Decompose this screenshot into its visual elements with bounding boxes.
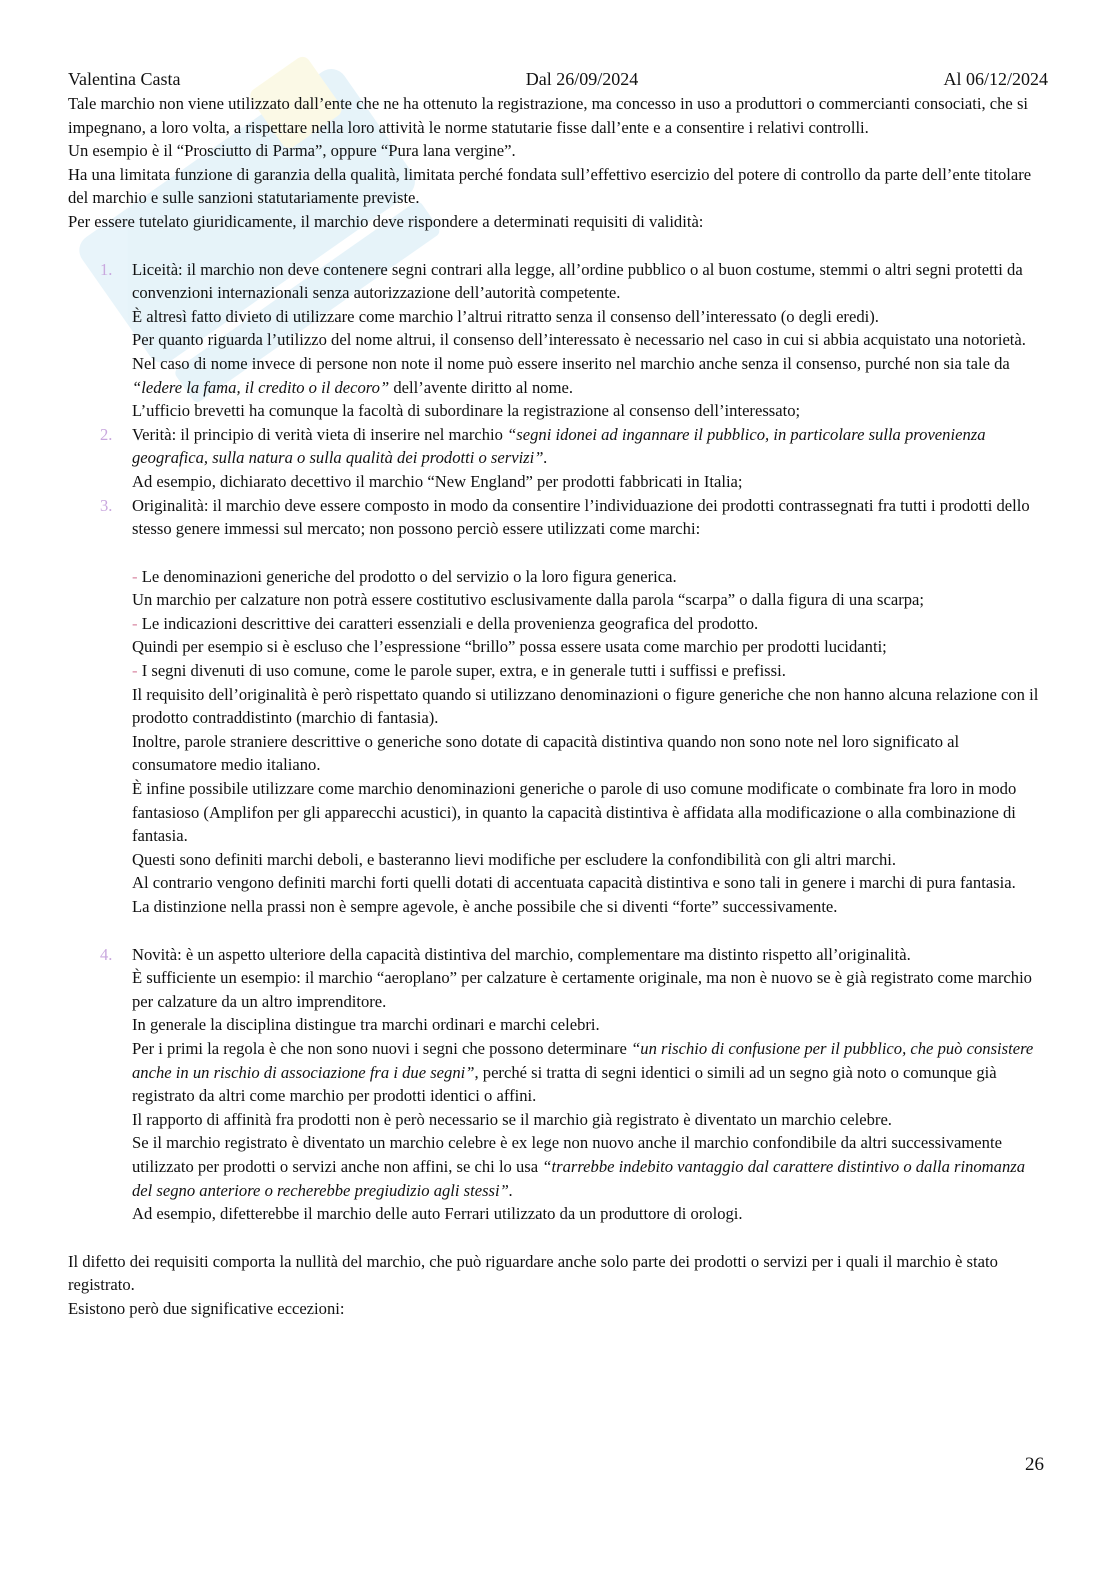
page-number: 26 (1025, 1454, 1044, 1475)
sub-item: - Le denominazioni generiche del prodotto o del servizio o la loro figura generica. (132, 566, 677, 586)
item-text: Per i primi la regola è che non sono nuovi i segni che possono determinare “un rischio di confusione per il pubblico, che può consistere anche in un rischio di associazione fra i due segni”, perché si tratta di segni identici o simili ad un segno già noto o comunque già registrato da altri come marchio per prodotti identici o affini. (132, 1038, 1034, 1106)
paragraph: Tale marchio non viene utilizzato dall’ente che ne ha ottenuto la registrazione, ma concesso in uso a produttori o commercianti consociati, che si impegnano, a loro volta, a rispettare nella loro attività le norme statutarie fisse dall’ente e a consentire i relativi controlli. (68, 94, 1029, 137)
item-text: È infine possibile utilizzare come marchio denominazioni generiche o parole di uso comune modificate o combinate fra loro in modo fantasioso (Amplifon per gli apparecchi acustici), in quanto la capacità distintiva è affidata alla modificazione o alla combinazione di fantasia. (132, 779, 1017, 846)
list-number: 2. (100, 424, 113, 444)
item-text: Per quanto riguarda l’utilizzo del nome altrui, il consenso dell’interessato è necessario nel caso in cui si abbia acquistato una notorietà. (132, 330, 1026, 350)
sub-item: - I segni divenuti di uso comune, come le parole super, extra, e in generale tutti i suffissi e prefissi. (132, 661, 786, 681)
header-date-to: Al 06/12/2024 (943, 69, 1048, 89)
item-text: Ad esempio, difetterebbe il marchio delle auto Ferrari utilizzato da un produttore di orologi. (132, 1204, 743, 1224)
header-date-from: Dal 26/09/2024 (525, 69, 639, 89)
document-page (68, 66, 1048, 1321)
header-author: Valentina Casta (68, 69, 181, 89)
item-text: Il requisito dell’originalità è però rispettato quando si utilizzano denominazioni o figure generiche che non hanno alcuna relazione con il prodotto contraddistinto (marchio di fantasia). (132, 684, 1039, 728)
paragraph: Per essere tutelato giuridicamente, il marchio deve rispondere a determinati requisiti di validità: (68, 211, 704, 231)
item-text: La distinzione nella prassi non è sempre agevole, è anche possibile che si diventi “forte” successivamente. (132, 897, 838, 916)
paragraph: Il difetto dei requisiti comporta la nullità del marchio, che può riguardare anche solo parte dei prodotti o servizi per i quali il marchio è stato registrato. (68, 1251, 998, 1295)
item-text: Il rapporto di affinità fra prodotti non è però necessario se il marchio già registrato è diventato un marchio celebre. (132, 1109, 892, 1129)
item-text: Al contrario vengono definiti marchi forti quelli dotati di accentuata capacità distintiva e sono tali in genere i marchi di pura fantasia. (132, 873, 1016, 893)
list-item-originalita (68, 494, 1048, 919)
item-text: Ad esempio, dichiarato decettivo il marchio “New England” per prodotti fabbricati in Italia; (132, 471, 743, 491)
item-text: Verità: il principio di verità vieta di inserire nel marchio “segni idonei ad ingannare il pubblico, in particolare sulla provenienza geografica, sulla natura o sulla qualità dei prodotti o servizi”. (132, 424, 986, 468)
item-text: Quindi per esempio si è escluso che l’espressione “brillo” possa essere usata come marchio per prodotti lucidanti; (132, 637, 887, 657)
list-number: 4. (100, 944, 113, 964)
item-text: Inoltre, parole straniere descrittive o generiche sono dotate di capacità distintiva quando non sono note nel loro significato al consumatore medio italiano. (132, 731, 960, 775)
item-text: È altresì fatto divieto di utilizzare come marchio l’altrui ritratto senza il consenso dell’interessato (o degli eredi). (132, 306, 879, 326)
item-text: Originalità: il marchio deve essere composto in modo da consentire l’individuazione dei prodotti contrassegnati fra tutti i prodotti dello stesso genere immessi sul mercato; non possono perciò essere utilizzati come marchi: (132, 495, 1030, 539)
item-text: Se il marchio registrato è diventato un marchio celebre è ex lege non nuovo anche il marchio confondibile da altri successivamente utilizzato per prodotti o servizi anche non affini, se chi lo usa “trarrebbe indebito vantaggio dal carattere distintivo o dalla rinomanza del segno anteriore o recherebbe pregiudizio agli stessi”. (132, 1133, 1026, 1200)
item-text: Questi sono definiti marchi deboli, e basteranno lievi modifiche per escludere la confondibilità con gli altri marchi. (132, 849, 896, 869)
item-text: Liceità: il marchio non deve contenere segni contrari alla legge, all’ordine pubblico o al buon costume, stemmi o altri segni protetti da convenzioni internazionali senza autorizzazione dell’autorità competente. (132, 259, 1023, 303)
list-item-novita (68, 943, 1048, 1226)
item-text: Un marchio per calzature non potrà essere costitutivo esclusivamente dalla parola “scarpa” o dalla figura di una scarpa; (132, 590, 925, 610)
paragraph: Un esempio è il “Prosciutto di Parma”, oppure “Pura lana vergine”. (68, 141, 516, 161)
list-number: 3. (100, 495, 113, 515)
sub-item: - Le indicazioni descrittive dei caratteri essenziali e della provenienza geografica del prodotto. (132, 613, 759, 633)
item-text: Novità: è un aspetto ulteriore della capacità distintiva del marchio, complementare ma distinto rispetto all’originalità. (132, 944, 911, 964)
item-text: In generale la disciplina distingue tra marchi ordinari e marchi celebri. (132, 1015, 600, 1035)
item-text: È sufficiente un esempio: il marchio “aeroplano” per calzature è certamente originale, ma non è nuovo se è già registrato come marchio per calzature da un altro imprenditore. (132, 968, 1032, 1011)
page-header (68, 66, 1048, 92)
list-item-liceita (68, 258, 1048, 423)
list-item-verita (68, 423, 1048, 494)
paragraph: Ha una limitata funzione di garanzia della qualità, limitata perché fondata sull’effettivo esercizio del potere di controllo da parte dell’ente titolare del marchio e sulle sanzioni statutariamente previste. (68, 164, 1032, 208)
item-text: Nel caso di nome invece di persone non note il nome può essere inserito nel marchio anche senza il consenso, purché non sia tale da “ledere la fama, il credito o il decoro” dell’avente diritto al nome. (132, 353, 1010, 397)
paragraph: Esistono però due significative eccezioni: (68, 1298, 345, 1318)
item-text: L’ufficio brevetti ha comunque la facoltà di subordinare la registrazione al consenso dell’interessato; (132, 401, 801, 421)
list-number: 1. (100, 259, 113, 279)
